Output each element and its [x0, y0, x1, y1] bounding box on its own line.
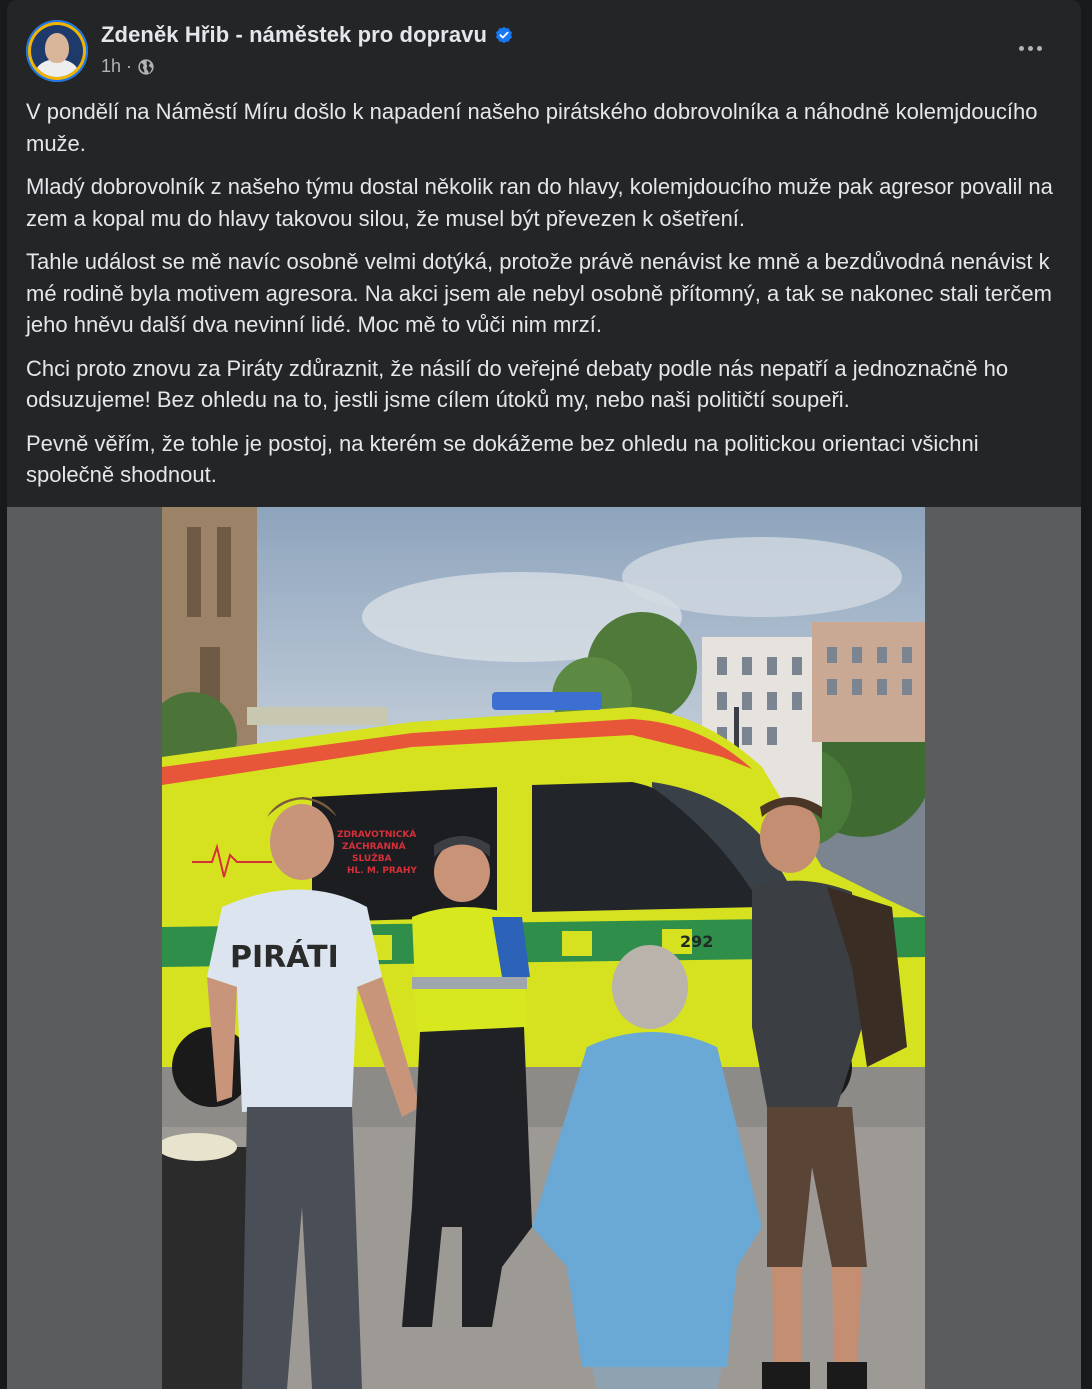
- ambulance-sign-line: SLUŽBA: [352, 854, 392, 864]
- author-row: [101, 22, 513, 48]
- post-paragraph: V pondělí na Náměstí Míru došlo k napadení našeho pirátského dobrovolníka a náhodně kolemjdoucího muže.: [26, 99, 1038, 156]
- ambulance-sign-line: HL. M. PRAHY: [347, 866, 417, 876]
- post-paragraph: Chci proto znovu za Piráty zdůraznit, že násilí do veřejné debaty podle nás nepatří a jednoznačně ho odsuzujeme! Bez ohledu na to, jestli jsme cílem útoků my, nebo naši političtí soupeři.: [26, 355, 1009, 412]
- post-card: [7, 0, 1081, 1389]
- more-options-icon: [1019, 46, 1024, 51]
- author-avatar[interactable]: [26, 20, 88, 82]
- ambulance-sign-line: ZÁCHRANNÁ: [342, 842, 406, 852]
- shirt-text: PIRÁTI: [230, 940, 339, 975]
- post-paragraph: Pevně věřím, že tohle je postoj, na kterém se dokážeme bez ohledu na politickou orientaci všichni společně shodnout.: [26, 430, 979, 487]
- avatar-photo: [31, 25, 83, 77]
- photo-scene: [162, 507, 925, 1389]
- avatar-face: [45, 33, 69, 63]
- post-meta: [101, 56, 155, 77]
- verified-badge-icon: [495, 26, 513, 44]
- globe-icon[interactable]: [137, 58, 155, 76]
- more-dot: [1028, 46, 1033, 51]
- post-paragraph: Tahle událost se mě navíc osobně velmi dotýká, protože právě nenávist ke mně a bezdůvodná nenávist k mé rodině byla motivem agresora. Na akci jsem ale nebyl osobně přítomný, a tak se nakonec stali terčem jeho hněvu další dva nevinní lidé. Moc mě to vůči nim mrzí.: [26, 249, 1052, 337]
- post-timestamp[interactable]: 1h: [101, 56, 122, 76]
- post-paragraph: Mladý dobrovolník z našeho týmu dostal několik ran do hlavy, kolemjdoucího muže pak agresor povalil na zem a kopal mu do hlavy takovou silou, že musel být převezen k ošetření.: [26, 174, 1053, 231]
- ambulance-sign-line: ZDRAVOTNICKÁ: [337, 830, 417, 840]
- author-name[interactable]: Zdeněk Hřib - náměstek pro dopravu: [101, 22, 488, 47]
- more-dot: [1037, 46, 1042, 51]
- post-text: [26, 96, 1056, 503]
- post-media: [7, 507, 1081, 1389]
- ambulance-number: 292: [680, 932, 714, 951]
- meta-separator: ·: [126, 56, 133, 76]
- more-options-button[interactable]: [1013, 34, 1047, 62]
- post-header: [7, 0, 1081, 90]
- post-photo[interactable]: [162, 507, 925, 1389]
